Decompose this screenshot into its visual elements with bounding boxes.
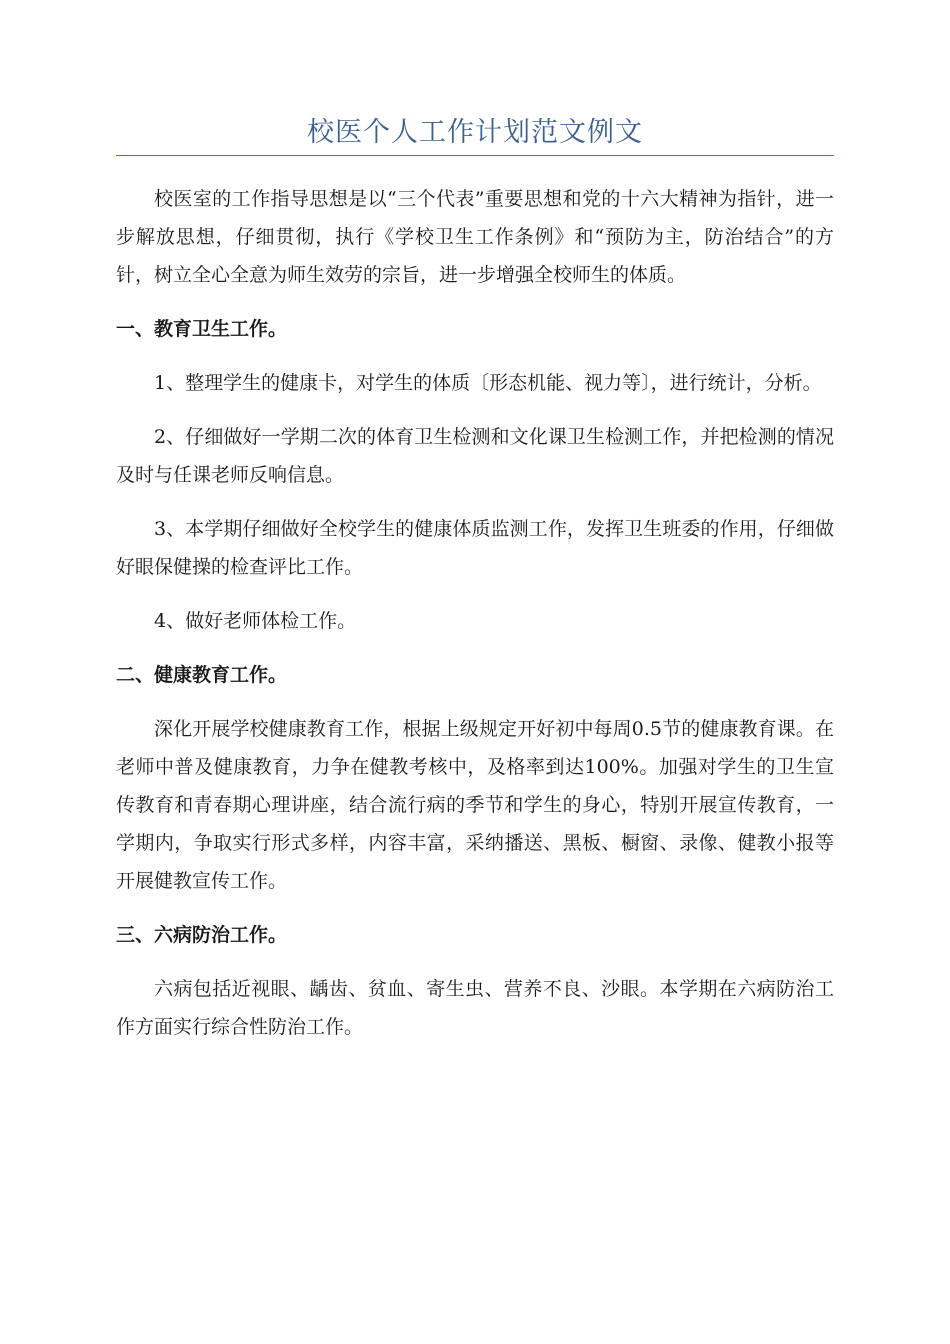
document-title: 校医个人工作计划范文例文 [116,110,834,156]
section-paragraph: 2、仔细做好一学期二次的体育卫生检测和文化课卫生检测工作，并把检测的情况及时与任课老师反响信息。 [116,426,834,486]
section-paragraph: 六病包括近视眼、龋齿、贫血、寄生虫、营养不良、沙眼。本学期在六病防治工作方面实行综合性防治工作。 [116,978,834,1038]
section-paragraph: 4、做好老师体检工作。 [154,610,357,632]
section-six-diseases [116,916,834,1046]
section-heading: 一、教育卫生工作。 [116,318,288,340]
intro-paragraph: 校医室的工作指导思想是以“三个代表”重要思想和党的十六大精神为指针，进一步解放思想，仔细贯彻，执行《学校卫生工作条例》和“预防为主，防治结合”的方针，树立全心全意为师生效劳的宗旨，进一步增强全校师生的体质。 [116,188,834,286]
document-page [116,110,834,1046]
section-heading: 三、六病防治工作。 [116,924,288,946]
section-paragraph: 深化开展学校健康教育工作，根据上级规定开好初中每周0.5节的健康教育课。在老师中普及健康教育，力争在健教考核中，及格率到达100%。加强对学生的卫生宣传教育和青春期心理讲座，结合流行病的季节和学生的身心，特别开展宣传教育，一学期内，争取实行形式多样，内容丰富，采纳播送、黑板、橱窗、录像、健教小报等开展健教宣传工作。 [116,718,834,892]
section-paragraph: 1、整理学生的健康卡，对学生的体质〔形态机能、视力等〕，进行统计，分析。 [154,372,822,394]
section-paragraph: 3、本学期仔细做好全校学生的健康体质监测工作，发挥卫生班委的作用，仔细做好眼保健操的检查评比工作。 [116,518,834,578]
section-education-hygiene [116,310,834,640]
section-health-education [116,656,834,900]
section-heading: 二、健康教育工作。 [116,664,288,686]
